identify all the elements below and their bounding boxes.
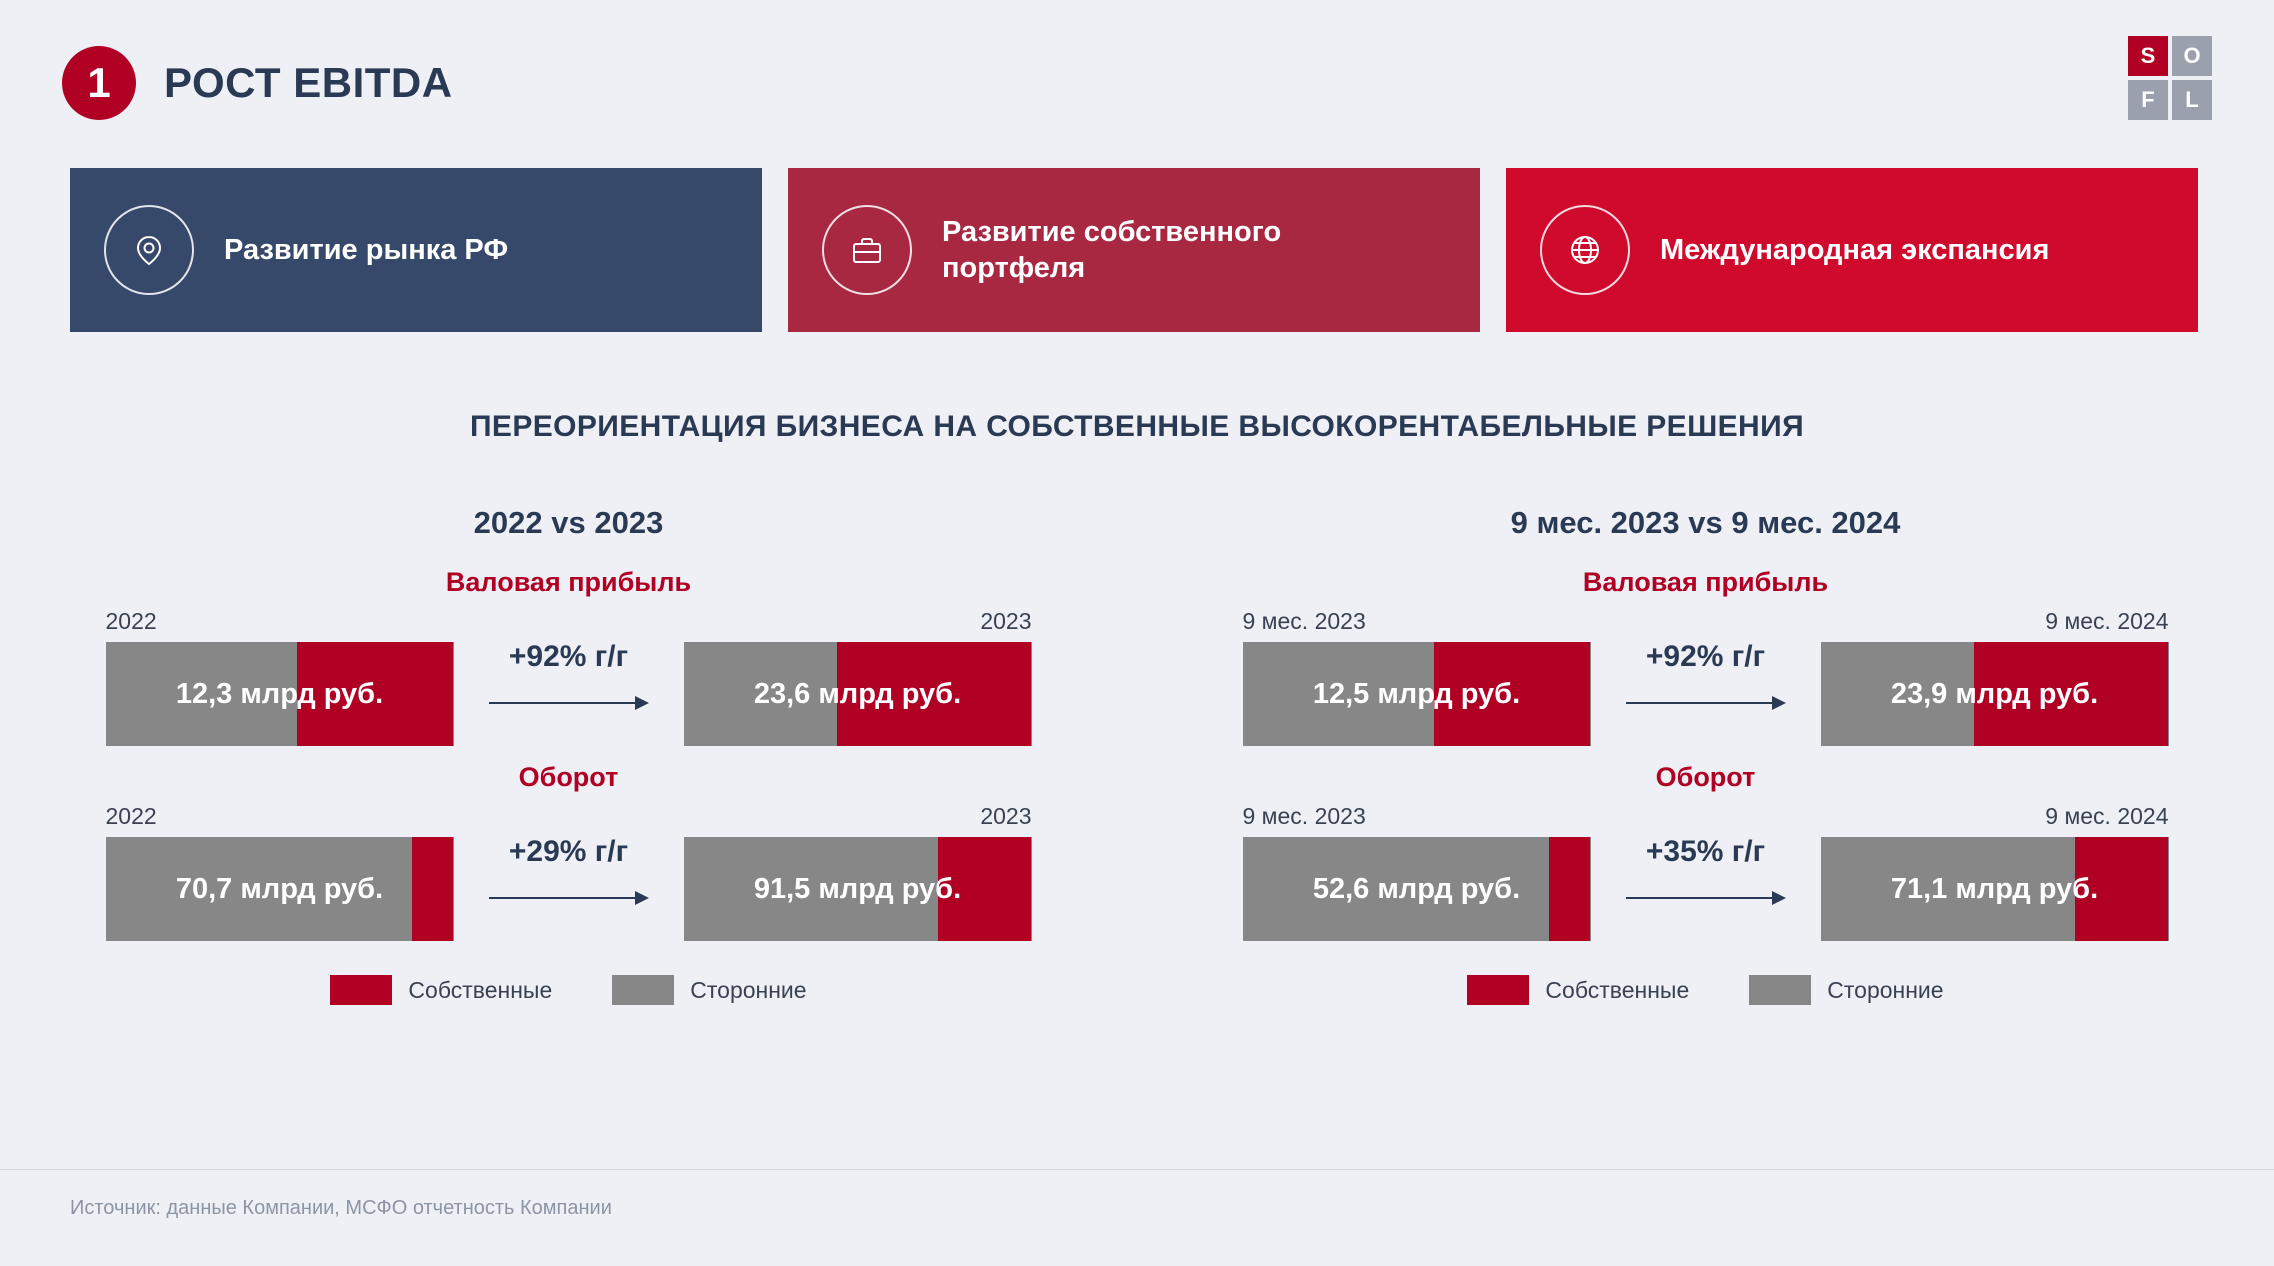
legend — [1137, 975, 2274, 1005]
legend-label-own: Собственные — [1545, 976, 1690, 1003]
legend-label-third: Сторонние — [690, 976, 807, 1003]
legend-item-own — [330, 975, 552, 1005]
briefcase-icon — [822, 205, 912, 295]
bar-period-label: 2023 — [980, 803, 1032, 829]
delta-label: +35% г/г — [1645, 835, 1766, 868]
bar-period-label: 9 мес. 2024 — [2045, 608, 2169, 634]
bar-period-label: 2023 — [980, 608, 1032, 634]
bar[interactable] — [684, 642, 1032, 746]
bar-row — [0, 803, 1137, 941]
bar-value-label: 23,9 млрд руб. — [1890, 677, 2099, 710]
legend-item-third — [612, 975, 806, 1005]
bar[interactable] — [1243, 642, 1591, 746]
legend-swatch-own — [1467, 975, 1529, 1005]
group-gross-profit — [0, 567, 1137, 746]
bar-block — [106, 608, 454, 746]
bar[interactable] — [1243, 837, 1591, 941]
pillar-own-portfolio[interactable] — [788, 168, 1480, 332]
section-subtitle: ПЕРЕОРИЕНТАЦИЯ БИЗНЕСА НА СОБСТВЕННЫЕ ВЫСОКОРЕНТАБЕЛЬНЫЕ РЕШЕНИЯ — [469, 410, 1805, 443]
arrow-right-icon — [489, 891, 649, 905]
bar[interactable] — [106, 837, 454, 941]
charts-container — [0, 505, 2274, 1005]
legend-item-third — [1749, 975, 1943, 1005]
chart-title: 9 мес. 2023 vs 9 мес. 2024 — [1510, 505, 1901, 540]
group-title: Оборот — [1655, 762, 1756, 792]
pillar-market-rf[interactable] — [70, 168, 762, 332]
bar-block — [684, 803, 1032, 941]
delta-label: +29% г/г — [508, 835, 629, 868]
legend-swatch-third — [1749, 975, 1811, 1005]
bar-row — [1137, 608, 2274, 746]
bar-value-label: 52,6 млрд руб. — [1312, 872, 1521, 905]
footer-divider — [0, 1169, 2274, 1170]
legend-swatch-third — [612, 975, 674, 1005]
page-title: РОСТ EBITDA — [164, 59, 453, 106]
bar-block — [106, 803, 454, 941]
arrow-right-icon — [489, 696, 649, 710]
chart-2022-vs-2023 — [0, 505, 1137, 1005]
pillar-label: Развитие рынка РФ — [224, 233, 509, 266]
chart-9m2023-vs-9m2024 — [1137, 505, 2274, 1005]
bar[interactable] — [106, 642, 454, 746]
bar[interactable] — [1821, 642, 2169, 746]
bar-block — [1243, 608, 1591, 746]
arrow-right-icon — [1626, 696, 1786, 710]
bar-block — [1243, 803, 1591, 941]
delta-block — [1591, 803, 1821, 905]
source-note: Источник: данные Компании, МСФО отчетность Компании — [70, 1197, 612, 1219]
bar-value-label: 71,1 млрд руб. — [1890, 872, 2099, 905]
location-pin-icon — [104, 205, 194, 295]
logo-letter-o: O — [2172, 36, 2212, 76]
bar-value-label: 12,3 млрд руб. — [175, 677, 384, 710]
delta-block — [1591, 608, 1821, 710]
pillar-international-expansion[interactable] — [1506, 168, 2198, 332]
pillar-label: Международная экспансия — [1660, 233, 2050, 266]
bar-value-label: 23,6 млрд руб. — [753, 677, 962, 710]
bar-row — [1137, 803, 2274, 941]
delta-block — [454, 803, 684, 905]
group-title: Валовая прибыль — [445, 567, 692, 597]
bar-period-label: 2022 — [105, 803, 157, 829]
bar-period-label: 9 мес. 2023 — [1242, 803, 1366, 829]
legend-label-own: Собственные — [408, 976, 553, 1003]
legend-label-third: Сторонние — [1827, 976, 1944, 1003]
logo-letter-l: L — [2172, 80, 2212, 120]
slide-header — [62, 46, 453, 120]
delta-label: +92% г/г — [508, 640, 629, 673]
section-number-badge: 1 — [62, 46, 136, 120]
delta-block — [454, 608, 684, 710]
arrow-right-icon — [1626, 891, 1786, 905]
legend-item-own — [1467, 975, 1689, 1005]
group-title: Валовая прибыль — [1582, 567, 1829, 597]
bar-value-label: 91,5 млрд руб. — [753, 872, 962, 905]
globe-icon — [1540, 205, 1630, 295]
group-title: Оборот — [518, 762, 619, 792]
legend — [0, 975, 1137, 1005]
bar-period-label: 2022 — [105, 608, 157, 634]
strategy-pillars — [70, 168, 2198, 332]
bar-period-label: 9 мес. 2024 — [2045, 803, 2169, 829]
bar-block — [1821, 803, 2169, 941]
pillar-label: Развитие собственного портфеля — [942, 215, 1282, 284]
bar-value-label: 70,7 млрд руб. — [175, 872, 384, 905]
bar[interactable] — [684, 837, 1032, 941]
group-gross-profit — [1137, 567, 2274, 746]
bar-period-label: 9 мес. 2023 — [1242, 608, 1366, 634]
group-turnover — [1137, 762, 2274, 941]
bar-row — [0, 608, 1137, 746]
legend-swatch-own — [330, 975, 392, 1005]
group-turnover — [0, 762, 1137, 941]
logo-letter-s: S — [2128, 36, 2168, 76]
bar[interactable] — [1821, 837, 2169, 941]
company-logo — [2128, 36, 2212, 120]
bar-value-label: 12,5 млрд руб. — [1312, 677, 1521, 710]
bar-block — [1821, 608, 2169, 746]
logo-letter-f: F — [2128, 80, 2168, 120]
bar-block — [684, 608, 1032, 746]
delta-label: +92% г/г — [1645, 640, 1766, 673]
chart-title: 2022 vs 2023 — [473, 505, 664, 540]
